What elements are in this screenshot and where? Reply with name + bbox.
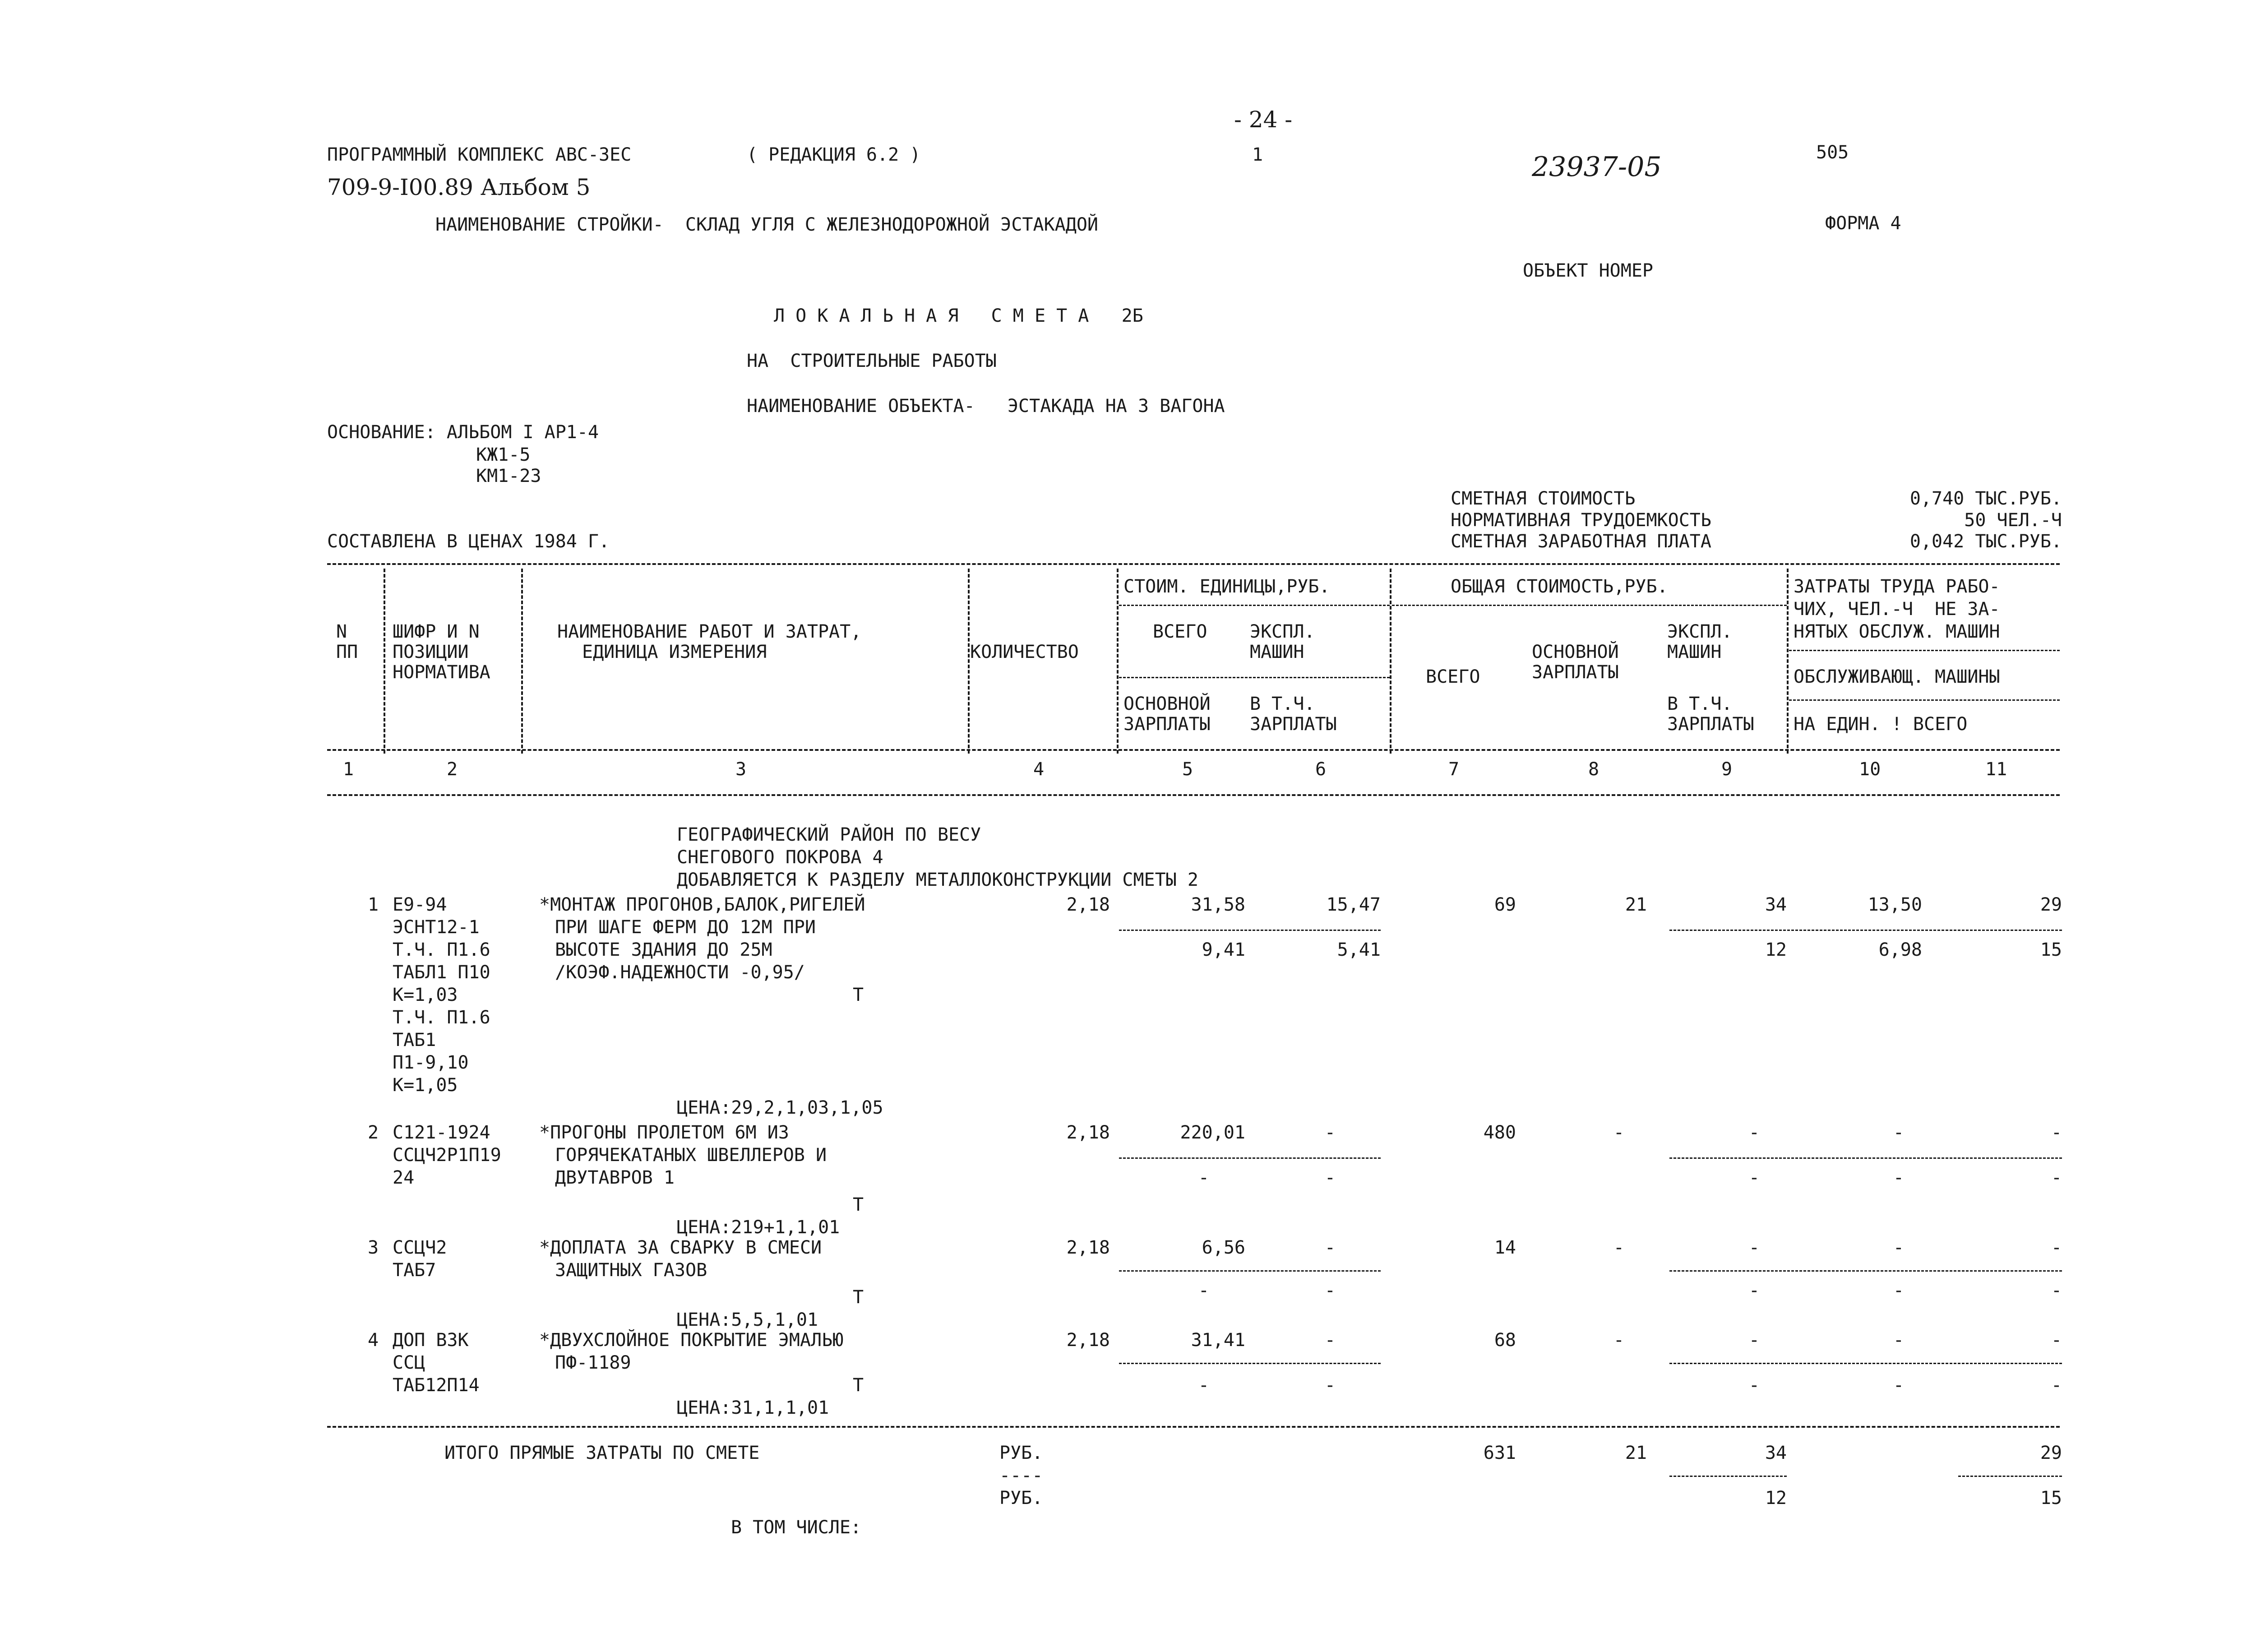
summary-value: 0,042 ТЫС.РУБ.	[1909, 531, 2062, 552]
row-total-incl-wage: -	[1748, 1375, 1760, 1396]
totals-currency: РУБ.	[999, 1443, 1043, 1463]
labor-unit-total-header: НА ЕДИН. ! ВСЕГО	[1794, 714, 1968, 735]
row-total-base-wage: 21	[1625, 894, 1647, 915]
row-total-base-wage: -	[1613, 1237, 1624, 1258]
totals-total: 631	[1483, 1443, 1516, 1463]
row-name: ВЫСОТЕ ЗДАНИЯ ДО 25М	[555, 939, 772, 960]
header-rule	[1789, 699, 2060, 701]
construction-name: НАИМЕНОВАНИЕ СТРОЙКИ- СКЛАД УГЛЯ С ЖЕЛЕЗНОДОРОЖНОЙ ЭСТАКАДОЙ	[435, 214, 1099, 235]
row-subrule	[1119, 930, 1381, 931]
row-labor-total: -	[2051, 1375, 2062, 1396]
document-subtitle: НА СТРОИТЕЛЬНЫЕ РАБОТЫ	[747, 351, 997, 371]
row-labor-unit: -	[1893, 1167, 1904, 1188]
row-code: К=1,03	[393, 985, 458, 1005]
row-subrule	[1669, 930, 2062, 931]
document-code: 23937-05	[1532, 151, 1662, 183]
row-quantity: 2,18	[1066, 1330, 1110, 1351]
row-unit-base-wage: -	[1198, 1280, 1209, 1301]
row-labor-total: -	[2051, 1122, 2062, 1143]
row-name: ГОРЯЧЕКАТАНЫХ ШВЕЛЛЕРОВ И	[555, 1145, 827, 1166]
row-subrule	[1119, 1157, 1381, 1159]
col-n-header: N	[336, 621, 347, 642]
album-label: 709-9-I00.89 Альбом 5	[327, 174, 591, 200]
col-qty-header: КОЛИЧЕСТВО	[970, 642, 1079, 662]
column-divider	[1390, 569, 1392, 754]
row-unit-base-wage: 9,41	[1202, 939, 1245, 960]
totals-currency: РУБ.	[999, 1488, 1043, 1509]
row-quantity: 2,18	[1066, 1237, 1110, 1258]
basis-line-3: КМ1-23	[476, 466, 541, 486]
object-name: НАИМЕНОВАНИЕ ОБЪЕКТА- ЭСТАКАДА НА 3 ВАГОНА	[747, 396, 1225, 416]
row-unit: Т	[853, 1375, 864, 1396]
row-code: ЭСНТ12-1	[393, 917, 480, 938]
header-rule	[1119, 677, 1390, 678]
column-divider	[384, 569, 385, 754]
row-unit-base-wage: -	[1198, 1167, 1209, 1188]
totals-labor: 29	[2040, 1443, 2062, 1463]
section-note: СНЕГОВОГО ПОКРОВА 4	[677, 847, 883, 868]
column-number: 2	[447, 759, 458, 780]
total-machines-header: ЭКСПЛ.	[1667, 621, 1733, 642]
row-labor-total: -	[2051, 1167, 2062, 1188]
total-incl-wage-header: ЗАРПЛАТЫ	[1667, 714, 1754, 735]
row-price: ЦЕНА:31,1,1,01	[677, 1397, 829, 1418]
header-rule	[1392, 605, 1787, 606]
row-unit: Т	[853, 1287, 864, 1308]
row-name: *ДВУХСЛОЙНОЕ ПОКРЫТИЕ ЭМАЛЬЮ	[539, 1330, 844, 1351]
sheet-number: 1	[1252, 144, 1263, 165]
row-unit-total: 220,01	[1180, 1122, 1245, 1143]
row-code: ССЦЧ2Р1П19	[393, 1145, 501, 1166]
totals-currency-rule: ----	[999, 1465, 1043, 1486]
program-name: ПРОГРАММНЫЙ КОМПЛЕКС АВС-3ЕС	[327, 144, 632, 165]
row-name: /КОЭФ.НАДЕЖНОСТИ -0,95/	[555, 962, 805, 983]
row-labor-unit: -	[1893, 1375, 1904, 1396]
row-code: С121-1924	[393, 1122, 490, 1143]
row-subrule	[1119, 1363, 1381, 1364]
row-code: ССЦЧ2	[393, 1237, 447, 1258]
col-code-header: ШИФР И N	[393, 621, 480, 642]
row-number: 4	[368, 1330, 379, 1351]
column-divider	[968, 569, 970, 754]
row-quantity: 2,18	[1066, 894, 1110, 915]
basis-line-2: КЖ1-5	[476, 444, 531, 465]
summary-label: НОРМАТИВНАЯ ТРУДОЕМКОСТЬ	[1451, 510, 1711, 531]
row-code: ДОП ВЗК	[393, 1330, 469, 1351]
row-subrule	[1669, 1270, 2062, 1272]
section-note: ДОБАВЛЯЕТСЯ К РАЗДЕЛУ МЕТАЛЛОКОНСТРУКЦИИ СМЕТЫ 2	[677, 870, 1198, 890]
corner-number: 505	[1816, 142, 1849, 163]
row-total: 14	[1494, 1237, 1516, 1258]
totals-incl-wage: 12	[1765, 1488, 1787, 1509]
row-name: ДВУТАВРОВ 1	[555, 1167, 675, 1188]
unit-total-header: ВСЕГО	[1153, 621, 1207, 642]
row-total-machines: -	[1748, 1237, 1760, 1258]
total-incl-wage-header: В Т.Ч.	[1667, 694, 1733, 714]
column-number: 7	[1448, 759, 1460, 780]
unit-base-wage-header: ОСНОВНОЙ	[1123, 694, 1211, 714]
column-number: 9	[1721, 759, 1733, 780]
row-unit-total: 6,56	[1202, 1237, 1245, 1258]
row-labor-total: 29	[2040, 894, 2062, 915]
row-unit: Т	[853, 1194, 864, 1215]
row-price: ЦЕНА:29,2,1,03,1,05	[677, 1097, 883, 1118]
document-title: Л О К А Л Ь Н А Я С М Е Т А 2Б	[774, 305, 1143, 326]
row-subrule	[1669, 1157, 2062, 1159]
row-name: ПФ-1189	[555, 1352, 631, 1373]
row-quantity: 2,18	[1066, 1122, 1110, 1143]
including-label: В ТОМ ЧИСЛЕ:	[731, 1517, 861, 1538]
labor-header: ЗАТРАТЫ ТРУДА РАБО-	[1794, 576, 2000, 597]
totals-subrule	[1669, 1476, 1787, 1477]
totals-label: ИТОГО ПРЯМЫЕ ЗАТРАТЫ ПО СМЕТЕ	[444, 1443, 760, 1463]
header-bottom-rule	[327, 749, 2060, 751]
totals-subrule	[1958, 1476, 2062, 1477]
col-code-header: ПОЗИЦИИ	[393, 642, 469, 662]
row-number: 1	[368, 894, 379, 915]
row-labor-unit: 6,98	[1878, 939, 1922, 960]
totals-top-rule	[327, 1426, 2060, 1428]
edition: ( РЕДАКЦИЯ 6.2 )	[747, 144, 921, 165]
total-base-wage-header: ЗАРПЛАТЫ	[1532, 662, 1619, 683]
summary-value: 0,740 ТЫС.РУБ.	[1909, 488, 2062, 509]
row-unit-machines: 15,47	[1326, 894, 1381, 915]
totals-labor: 15	[2040, 1488, 2062, 1509]
row-unit-machines: -	[1324, 1237, 1336, 1258]
unit-machines-header: МАШИН	[1250, 642, 1304, 662]
basis-line-1: ОСНОВАНИЕ: АЛЬБОМ I АР1-4	[327, 422, 599, 443]
column-number: 1	[343, 759, 354, 780]
unit-machines-header: ЭКСПЛ.	[1250, 621, 1315, 642]
numbers-bottom-rule	[327, 794, 2060, 796]
row-unit-machines: -	[1324, 1122, 1336, 1143]
row-name: *МОНТАЖ ПРОГОНОВ,БАЛОК,РИГЕЛЕЙ	[539, 894, 865, 915]
row-unit-base-wage: -	[1198, 1375, 1209, 1396]
row-total-machines: 34	[1765, 894, 1787, 915]
row-labor-total: -	[2051, 1237, 2062, 1258]
row-code: ТАБ12П14	[393, 1375, 480, 1396]
column-divider	[521, 569, 523, 754]
row-total: 69	[1494, 894, 1516, 915]
column-number: 6	[1315, 759, 1327, 780]
header-rule	[1789, 650, 2060, 651]
row-total: 480	[1483, 1122, 1516, 1143]
row-labor-unit: -	[1893, 1330, 1904, 1351]
row-labor-unit: -	[1893, 1122, 1904, 1143]
form-label: ФОРМА 4	[1825, 213, 1901, 234]
row-name: ПРИ ШАГЕ ФЕРМ ДО 12М ПРИ	[555, 917, 816, 938]
row-total-base-wage: -	[1613, 1122, 1624, 1143]
row-unit-incl-wage: -	[1324, 1167, 1336, 1188]
unit-cost-header: СТОИМ. ЕДИНИЦЫ,РУБ.	[1123, 576, 1330, 597]
summary-value: 50 ЧЕЛ.-Ч	[1964, 510, 2062, 531]
unit-incl-wage-header: ЗАРПЛАТЫ	[1250, 714, 1337, 735]
row-code: Т.Ч. П1.6	[393, 1007, 490, 1028]
row-number: 2	[368, 1122, 379, 1143]
row-unit: Т	[853, 985, 864, 1005]
col-code-header: НОРМАТИВА	[393, 662, 490, 683]
row-code: ТАБ7	[393, 1260, 436, 1281]
row-labor-unit: -	[1893, 1237, 1904, 1258]
object-number: ОБЪЕКТ НОМЕР	[1523, 260, 1653, 281]
row-name: *ДОПЛАТА ЗА СВАРКУ В СМЕСИ	[539, 1237, 822, 1258]
row-labor-total: -	[2051, 1280, 2062, 1301]
total-machines-header: МАШИН	[1667, 642, 1722, 662]
row-number: 3	[368, 1237, 379, 1258]
row-code: ТАБ1	[393, 1030, 436, 1050]
row-total-machines: -	[1748, 1122, 1760, 1143]
col-name-header: ЕДИНИЦА ИЗМЕРЕНИЯ	[582, 642, 767, 662]
labor-header: НЯТЫХ ОБСЛУЖ. МАШИН	[1794, 621, 2000, 642]
column-number: 4	[1033, 759, 1045, 780]
total-base-wage-header: ОСНОВНОЙ	[1532, 642, 1619, 662]
column-number: 8	[1588, 759, 1600, 780]
row-total-incl-wage: 12	[1765, 939, 1787, 960]
summary-label: СМЕТНАЯ СТОИМОСТЬ	[1451, 488, 1636, 509]
table-top-rule	[327, 563, 2060, 565]
labor-service-header: ОБСЛУЖИВАЮЩ. МАШИНЫ	[1794, 666, 2000, 687]
row-labor-total: 15	[2040, 939, 2062, 960]
column-divider	[1117, 569, 1119, 754]
row-name: *ПРОГОНЫ ПРОЛЕТОМ 6М ИЗ	[539, 1122, 789, 1143]
row-code: Е9-94	[393, 894, 447, 915]
row-total: 68	[1494, 1330, 1516, 1351]
unit-base-wage-header: ЗАРПЛАТЫ	[1123, 714, 1211, 735]
row-code: ССЦ	[393, 1352, 425, 1373]
compiled-prices: СОСТАВЛЕНА В ЦЕНАХ 1984 Г.	[327, 531, 610, 552]
row-labor-total: -	[2051, 1330, 2062, 1351]
row-unit-total: 31,41	[1191, 1330, 1245, 1351]
row-subrule	[1669, 1363, 2062, 1364]
row-total-base-wage: -	[1613, 1330, 1624, 1351]
column-number: 11	[1985, 759, 2007, 780]
header-rule	[1119, 605, 1390, 606]
row-labor-unit: -	[1893, 1280, 1904, 1301]
row-unit-incl-wage: 5,41	[1337, 939, 1381, 960]
row-unit-incl-wage: -	[1324, 1280, 1336, 1301]
row-total-incl-wage: -	[1748, 1280, 1760, 1301]
total-all-header: ВСЕГО	[1426, 666, 1480, 687]
row-unit-incl-wage: -	[1324, 1375, 1336, 1396]
row-name: ЗАЩИТНЫХ ГАЗОВ	[555, 1260, 707, 1281]
row-price: ЦЕНА:219+1,1,01	[677, 1217, 840, 1238]
row-price: ЦЕНА:5,5,1,01	[677, 1310, 818, 1330]
col-n-header: ПП	[336, 642, 358, 662]
row-code: ТАБЛ1 П10	[393, 962, 490, 983]
row-code: К=1,05	[393, 1075, 458, 1096]
column-divider	[1787, 569, 1789, 754]
row-total-incl-wage: -	[1748, 1167, 1760, 1188]
totals-base-wage: 21	[1625, 1443, 1647, 1463]
column-number: 3	[735, 759, 747, 780]
row-subrule	[1119, 1270, 1381, 1272]
column-number: 5	[1182, 759, 1193, 780]
row-labor-unit: 13,50	[1868, 894, 1922, 915]
row-code: 24	[393, 1167, 415, 1188]
row-code: Т.Ч. П1.6	[393, 939, 490, 960]
row-unit-total: 31,58	[1191, 894, 1245, 915]
total-cost-header: ОБЩАЯ СТОИМОСТЬ,РУБ.	[1451, 576, 1668, 597]
section-note: ГЕОГРАФИЧЕСКИЙ РАЙОН ПО ВЕСУ	[677, 824, 981, 845]
row-unit-machines: -	[1324, 1330, 1336, 1351]
unit-incl-wage-header: В Т.Ч.	[1250, 694, 1315, 714]
column-number: 10	[1859, 759, 1881, 780]
page-number: - 24 -	[1234, 106, 1293, 133]
totals-machines: 34	[1765, 1443, 1787, 1463]
row-code: П1-9,10	[393, 1052, 469, 1073]
row-total-machines: -	[1748, 1330, 1760, 1351]
labor-header: ЧИХ, ЧЕЛ.-Ч НЕ ЗА-	[1794, 599, 2000, 620]
summary-label: СМЕТНАЯ ЗАРАБОТНАЯ ПЛАТА	[1451, 531, 1711, 552]
col-name-header: НАИМЕНОВАНИЕ РАБОТ И ЗАТРАТ,	[557, 621, 862, 642]
